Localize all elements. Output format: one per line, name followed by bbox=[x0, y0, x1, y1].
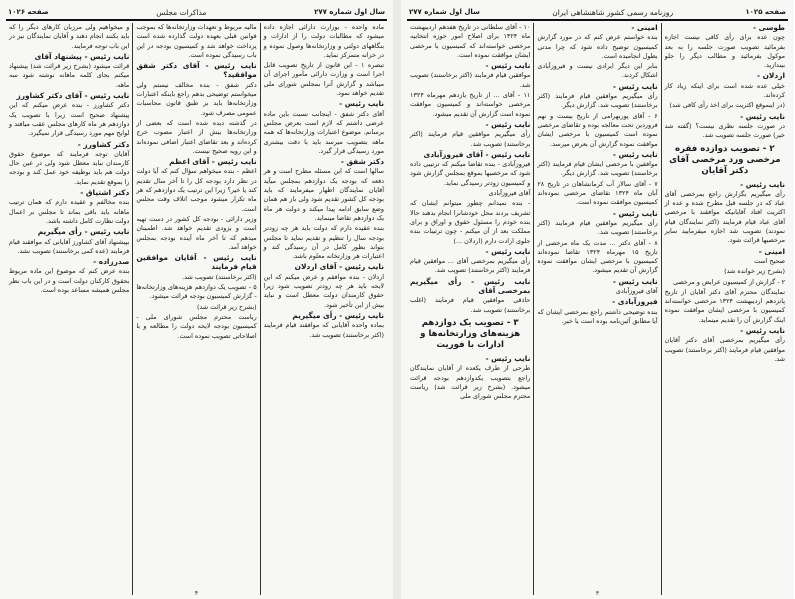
paragraph: قرائت میشود (بشرح زیر قرائت شد) پیشنهاد میکنم بجای کلمه ماهانه نوشته شود سه ماهه. bbox=[9, 62, 130, 89]
paragraph: دکتر شفق - بنده مخالف نیستم ولی میخواستم توضیحی بدهم راجع باینکه اعتبارات وزارتخانه‌ها باید بر طبق قانون محاسبات عمومی مصرف شود. bbox=[136, 80, 257, 117]
text-column bbox=[533, 23, 660, 595]
left-page-header bbox=[8, 6, 385, 18]
speaker-name: نایب رئیس - bbox=[339, 99, 384, 109]
issue-label: سال اول شماره ۲۷۷ bbox=[314, 8, 385, 16]
speaker-name: اردلان - bbox=[756, 71, 785, 81]
speaker-name: نایب رئیس - bbox=[612, 81, 658, 91]
speaker-name: نایب رئیس - bbox=[485, 353, 531, 363]
speaker-name: نایب رئیس - bbox=[740, 111, 785, 121]
speaker-name: طوسی - bbox=[753, 23, 785, 32]
speaker-name: نایب رئیس - bbox=[740, 326, 785, 336]
header-rule bbox=[407, 19, 788, 21]
speaker-name: نایب رئیس - آقایان موافقین قیام فرمایند bbox=[136, 253, 257, 272]
speaker-name: نایب رئیس - آقای فیروزآبادی bbox=[423, 149, 531, 159]
left-page-columns bbox=[6, 23, 387, 595]
paragraph: دکتر کشاورز - بنده عرض میکنم که این پیشنهاد صحیح است زیرا با تصویب یک دوازدهم هر ماه کارهای مجلس عقب میافتد و لوایح مهم مورد رسیدگی قرار نمیگیرد. bbox=[9, 101, 130, 138]
left-page bbox=[0, 0, 393, 599]
paragraph: بپیشنهاد آقای کشاورز آقایانی که موافقند قیام فرمایند (عده کمی برخاستند) تصویب نشد. bbox=[9, 237, 130, 255]
paragraph: بماده واحده آقایانی که موافقند قیام فرمایند (اکثر برخاستند) تصویب شد. bbox=[263, 321, 384, 339]
text-column bbox=[132, 23, 259, 595]
speaker-name: دکتر اشتیاق - bbox=[80, 188, 130, 198]
paragraph: بنده خواستم عرض کنم که در مورد گزارش کمیسیون توضیح داده شود که چرا مدتی بطول انجامیده است. bbox=[537, 33, 658, 60]
paragraph: رأی میگیریم بگزارش راجع بمرخصی آقای عباد که در جلسه قبل مطرح شده و عده از اکثریت افتاد آقایانیکه موافقند با مرخصی آقای عباد قیام فرمایند (اکثر نمایندگان قیام نمودند) تصویب شد اجازه میفرمایید سایر مرخصیها قرائت شود. bbox=[664, 189, 785, 245]
paragraph: ۵ - تصویب یک دوازدهم هزینه‌های وزارتخانه‌ها - گزارش کمیسیون بودجه قرائت میشود. bbox=[136, 283, 257, 301]
paragraph: اعظم - بنده میخواهم سؤال کنم که آیا دولت در نظر دارد بودجه کل را تا آخر سال تقدیم کند یا خیر؟ زیرا این ترتیب یک دوازدهم که هر ماه تکرار میشود موجب اتلاف وقت مجلس است. bbox=[136, 167, 257, 213]
paragraph: چون عده برای رأی کافی نیست اجازه بفرمائید تصویب صورت جلسه را به بعد موکول بفرمائید و مطالب دیگر را جلو بیندازید. bbox=[664, 33, 785, 70]
paragraph: (بشرح زیر قرائت شد) bbox=[196, 302, 257, 311]
speaker-name: صدرزاده - bbox=[93, 257, 130, 267]
paragraph: رأی میگیریم بمرخصی آقای دکتر آقایان موافقین قیام فرمایند (اکثر برخاستند) تصویب شد. bbox=[664, 336, 785, 363]
paragraph: بنده مخالفم و عقیده دارم که همان ترتیب ماهانه باید باقی بماند تا مجلس بر اعمال دولت نظارت کامل داشته باشد. bbox=[9, 198, 130, 225]
paragraph: حاذقی موافقین قیام فرمایند (اغلب برخاستند) تصویب شد. bbox=[410, 296, 531, 314]
text-column bbox=[661, 23, 788, 595]
section-title: مذاکرات مجلس bbox=[156, 7, 207, 17]
speaker-name: نایب رئیس - bbox=[740, 179, 785, 189]
speaker-name: دکتر کشاورز - bbox=[77, 139, 130, 149]
speaker-name: نایب رئیس - bbox=[485, 119, 531, 129]
paragraph: ۸ - آقای دکتر ... مدت یک ماه مرخصی از تاریخ ۱۵ مهرماه ۱۳۲۴ تقاضا نموده‌اند کمیسیون با مرخصی ایشان موافقت نموده گزارش آن تقدیم میشود. bbox=[537, 238, 658, 275]
issue-label: سال اول شماره ۲۷۷ bbox=[409, 8, 480, 16]
speaker-name: نایب رئیس - bbox=[612, 276, 658, 286]
paragraph: ۶ - آقای پوربهرامی از تاریخ بیست و نهم فروردین تحت معالجه بوده و تقاضای مرخصی نموده است کمیسیون با مرخصی ایشان موافقت نموده گزارش آن بعرض میرسد. bbox=[537, 111, 658, 148]
paragraph: مالیه مربوط و تعهدات وزارتخانه‌ها که بموجب قوانین قبلی بعهده دولت گذارده شده است پرداخت خواهد شد و کمیسیون بودجه در این باب رسیدگی نموده است. bbox=[136, 23, 257, 59]
paragraph: اردلان - بنده موافقم و عرض میکنم که این لایحه باید هر چه زودتر تصویب شود زیرا حقوق کارمندان دولت معطل است و نباید بیش از این تأخیر شود. bbox=[263, 272, 384, 309]
paragraph: موافقین قیام فرمایند (اکثر برخاستند) تصویب شد. bbox=[410, 71, 531, 89]
paragraph: آقای فیروزآبادی bbox=[488, 189, 531, 198]
paragraph: موافقین با مرخصی ایشان قیام فرمایند (اکثر برخاستند) تصویب شد. گزارش دیگر. bbox=[537, 160, 658, 178]
footer-number: ۴ bbox=[194, 590, 199, 597]
paragraph: رأی میگیریم بمرخصی آقای ... موافقین قیام فرمایند (اکثر برخاستند) تصویب شد. bbox=[410, 257, 531, 275]
section-heading: ۲ - تصویب دوازده فقره مرخصی ورد مرخصی آقای دکتر آقایان bbox=[669, 143, 781, 176]
paragraph: رأی میگیریم موافقین قیام فرمایند (اکثر برخاستند) تصویب شد. bbox=[537, 218, 658, 237]
paragraph: ریاست محترم مجلس شورای ملی - کمیسیون بودجه لایحه دولت را مطالعه و با اصلاحاتی تصویب نموده است. bbox=[136, 312, 257, 340]
speaker-name: نایب رئیس - bbox=[485, 246, 531, 256]
paragraph: بنابر این دیگر ایرادی نیست و فیروزآبادی اشکال کردند. bbox=[537, 62, 658, 80]
paragraph: فیروزآبادی - بنده تقاضا میکنم که ترتیبی داده شود که مرخصیها بموقع بمجلس گزارش شود و کمیسیون زودتر رسیدگی نماید. bbox=[410, 160, 531, 187]
speaker-name: فیروزآبادی - bbox=[612, 297, 658, 307]
paragraph: (اکثر برخاستند) تصویب شد. bbox=[182, 272, 257, 281]
speaker-name: نایب رئیس - رأی میگیریم bbox=[37, 227, 130, 237]
paragraph: آقای فیروزآبادی bbox=[615, 287, 658, 296]
paragraph: بنده توضیحی داشتم راجع بمرخصی ایشان که آیا مطابق آئین‌نامه بوده است یا خیر. bbox=[537, 307, 658, 325]
speaker-name: دکتر شفق - bbox=[340, 157, 384, 167]
header-rule bbox=[6, 19, 387, 21]
speaker-name: نایب رئیس - bbox=[485, 61, 531, 71]
paragraph: و میخواهیم ولی مرزبان کارهای دیگر را که باید بکنند انجام دهند و آقایان نمایندگان نیز در این باب توجه فرمایند. bbox=[9, 23, 130, 50]
paragraph: ۱۰ - آقای سلطانی در تاریخ هفدهم اردیبهشت ماه ۱۳۲۴ برای اصلاح امور حوزه انتخابیه مرخصی خواسته‌اند که کمیسیون با مرخصی ایشان موافقت نموده است. bbox=[410, 23, 531, 59]
speaker-name: نایب رئیس - آقای اعظم bbox=[169, 157, 257, 167]
paragraph: بنده عرض کنم که موضوع این ماده مربوط بحقوق کارکنان دولت است و در این باب نظر مجلس همیشه مساعد بوده است. bbox=[9, 267, 130, 295]
speaker-name: نایب رئیس - bbox=[612, 149, 658, 159]
right-page-columns bbox=[407, 23, 788, 595]
paragraph: بنده عقیده دارم که دولت باید هر چه زودتر بودجه سال را تنظیم و تقدیم نماید تا مجلس بتواند بطور کامل در آن رسیدگی کند و اعتبارات هر وزارتخانه معلوم باشد. bbox=[263, 224, 384, 261]
right-page bbox=[401, 0, 794, 599]
paragraph: آقای دکتر شفق - اینجانب نسبت باین ماده عرضی داشتم که لازم است بعرض مجلس برسانم. موضوع اعتبارات وزارتخانه‌ها که همه ماهه بتصویب میرسد باید با دقت بیشتری مورد رسیدگی قرار گیرد. bbox=[263, 109, 384, 155]
paragraph: تبصره ۱ - این قانون از تاریخ تصویب قابل اجرا است و وزارت دارائی مأمور اجرای آن میباشد و گزارش آنرا بمجلس شورای ملی تقدیم خواهد نمود. bbox=[263, 61, 385, 98]
text-column bbox=[6, 23, 132, 595]
paragraph: در گذشته دیده شده است که بعضی از وزارتخانه‌ها بیش از اعتبار مصوب خرج کرده‌اند و بعد تقاضای اعتبار اضافی نموده‌اند و این رویه صحیح نیست. bbox=[136, 118, 257, 155]
paragraph: رأی میگیریم موافقین قیام فرمایند (اکثر برخاستند) تصویب شد. گزارش دیگر. bbox=[537, 92, 658, 110]
paragraph: نمایندگان محترم آقای دکتر آقایان از تاریخ پانزدهم اردیبهشت ۱۳۲۴ مرخصی خواسته‌اند کمیسیون با مرخصی ایشان موافقت نموده اینک گزارش آن را تقدیم مینماید. bbox=[664, 287, 785, 324]
speaker-name: نایب رئیس - آقای دکتر کشاورز bbox=[16, 91, 130, 101]
section-title: روزنامه رسمی کشور شاهنشاهی ایران bbox=[552, 7, 674, 17]
right-page-header bbox=[409, 6, 786, 18]
paragraph: سالها است که این مسئله مطرح است و هر دفعه که بودجه یک دوازدهم بمجلس میآید آقایان نمایندگان اظهار میفرمایند که باید بودجه کل کشور تقدیم شود ولی باز هم همان وضع سابق ادامه پیدا میکند و دولت هر ماه یک دوازدهم تقاضا مینماید. bbox=[263, 167, 384, 222]
page-number: صفحه ۱۰۲۵ bbox=[745, 8, 786, 16]
speaker-name: نایب رئیس - پیشنهاد آقای bbox=[34, 51, 130, 61]
paragraph: ۱۱ - آقای ... از تاریخ یازدهم مهرماه ۱۳۲۴ مرخصی خواسته‌اند و کمیسیون موافقت نموده است گزارش آن تقدیم میشود. bbox=[410, 91, 531, 118]
page-number: صفحه ۱۰۲۶ bbox=[8, 8, 49, 16]
paragraph: وزیر دارائی - بودجه کل کشور در دست تهیه است و بزودی تقدیم خواهد شد. اطمینان میدهم که تا آخر ماه آینده بودجه بمجلس خواهد آمد. bbox=[136, 214, 257, 251]
section-heading: ۳ - تصویب یک دوازدهم هزینه‌های وزارتخانه‌ها و ادارات با فوریت bbox=[420, 317, 521, 350]
speaker-name: امینی - bbox=[631, 23, 658, 32]
page-gutter bbox=[393, 0, 401, 599]
paragraph: رأی میگیریم موافقین قیام فرمایند (اکثر برخاستند) تصویب شد. bbox=[410, 130, 531, 148]
paragraph: ماده واحده - بوزارت دارائی اجازه داده میشود که مطالبات دولت را از ادارات و بنگاههای دولتی و وزارتخانه‌ها وصول نموده و در خزانه متمرکز نماید. bbox=[263, 23, 384, 59]
speaker-name: نایب رئیس - رأی میگیریم bbox=[292, 310, 384, 320]
paragraph: آقایان توجه فرمایند که موضوع حقوق کارمندان نباید معطل شود ولی در عین حال دولت هم باید بوظیفه خود عمل کند و بودجه را بموقع تقدیم نماید. bbox=[9, 149, 130, 186]
paragraph: ۷ - آقای سالار آب کرمانشاهان در تاریخ ۲۸ آبان ماه ۱۳۲۴ تقاضای مرخصی نموده‌اند کمیسیون موافقت نموده است. bbox=[537, 179, 658, 207]
speaker-name: نایب رئیس - رأی میگیریم بمرخصی آقای bbox=[410, 276, 531, 296]
speaker-name: نایب رئیس - آقای اردلان bbox=[294, 262, 384, 272]
speaker-name: نایب رئیس - bbox=[612, 208, 658, 218]
paragraph: (در اینموقع اکثریت برای اخذ رأی کافی شد) bbox=[669, 101, 785, 110]
speaker-name: نایب رئیس - آقای دکتر شفق موافقید؟ bbox=[136, 61, 257, 80]
paragraph: در صورت جلسه نظری نیست؟ (گفته شد خیر) صورت جلسه تصویب شد. bbox=[664, 121, 785, 140]
paragraph: صحیح است bbox=[753, 256, 785, 265]
paragraph: خیلی عده شده است برای اینکه زیاد کار کرده‌اند. bbox=[664, 81, 785, 100]
footer-number: ۳ bbox=[595, 590, 600, 597]
paragraph: ۲ - گزارش از کمیسیون عرایض و مرخصی bbox=[673, 277, 785, 286]
paragraph: طرحی از طرف یکعده از آقایان نمایندگان راجع بتصویب یکدوازدهم بودجه قرائت میشود. (بشرح زیر قرائت شد) ریاست محترم مجلس شورای ملی bbox=[410, 364, 531, 401]
text-column bbox=[407, 23, 533, 595]
speaker-name: امینی - bbox=[758, 246, 785, 256]
paragraph: - بنده نمیدانم چطور میتوانم ایشان که تشریف بردند محل خودشانرا انجام بدهند حالا بنده خودم را مسئول حقوق و اوراق و برای مملکت بعد از آن میکنم - چون ترتیبات بنده جلوی ارادت دارم (اردلان ...) bbox=[410, 199, 531, 245]
paragraph: (بشرح زیر خوانده شد) bbox=[724, 267, 785, 276]
text-column bbox=[260, 23, 387, 595]
